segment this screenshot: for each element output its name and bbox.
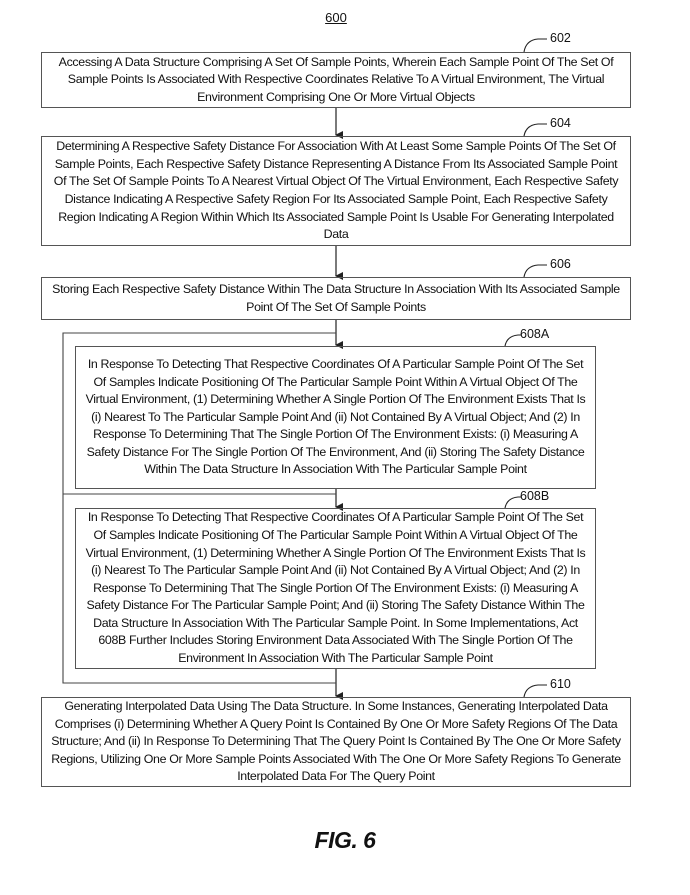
- step-box-602: [41, 52, 631, 108]
- ref-602: 602: [550, 31, 571, 45]
- step-text-608b: In Response To Detecting That Respective Coordinates Of A Particular Sample Point Of The Set Of Samples Indicate Positioning Of The Particular Sample Point Within A Virtual Object Of The Virtual Environment, (1) Determining Whether A Single Portion Of The Environment Exists That Is (i) Nearest To The Particular Sample Point And (ii) Not Contained By A Virtual Object; And (2) In Response To Determining That The Single Portion Of The Environment Exists: (i) Measuring A Safety Distance For The Particular Sample Point; And (ii) Storing The Safety Distance Within The Data Structure In Association With The Particular Sample Point. In Some Implementations, Act 608B Further Includes Storing Environment Data Associated With The Single Portion Of The Environment In Association With The Particular Sample Point: [85, 510, 586, 666]
- leader-608a: [505, 335, 521, 346]
- step-box-606: [41, 277, 631, 320]
- ref-604: 604: [550, 116, 571, 130]
- step-box-604: [41, 136, 631, 246]
- ref-608a: 608A: [520, 327, 550, 341]
- step-box-608b: [75, 508, 596, 669]
- ref-610: 610: [550, 677, 571, 691]
- leader-608b: [505, 497, 521, 508]
- step-text-602: Accessing A Data Structure Comprising A Set Of Sample Points, Wherein Each Sample Point Of The Set Of Sample Points Is Associated With Respective Coordinates Relative To A Virtual Environment, The Virtual Environment Comprising One Or More Virtual Objects: [58, 54, 614, 104]
- figure-caption: FIG. 6: [314, 827, 376, 853]
- step-text-608a: In Response To Detecting That Respective Coordinates Of A Particular Sample Point Of The Set Of Samples Indicate Positioning Of The Particular Sample Point Within A Virtual Object Of The Virtual Environment, (1) Determining Whether A Single Portion Of The Environment Exists That Is (i) Nearest To The Particular Sample Point And (ii) Not Contained By A Virtual Object; And (2) In Response To Determining That The Single Portion Of The Environment Exists: (i) Measuring A Safety Distance For The Single Portion Of The Environment, And (ii) Storing The Safety Distance Within The Data Structure In Association With The Particular Sample Point: [85, 356, 586, 477]
- ref-608b: 608B: [520, 489, 550, 503]
- step-text-610: Generating Interpolated Data Using The Data Structure. In Some Instances, Generating Interpolated Data Comprises (i) Determining Whether A Query Point Is Contained By One Or More Safety Regions Of The Data Structure; And (ii) In Response To Determining That The Query Point Is Contained By The One Or More Safety Regions, Utilizing One Or More Sample Points Associated With The One Or More Safety Regions To Generate Interpolated Data For The Query Point: [51, 699, 621, 784]
- leader-606: [524, 265, 547, 277]
- step-box-610: [41, 697, 631, 787]
- leader-604: [524, 124, 547, 136]
- ref-606: 606: [550, 257, 571, 271]
- step-box-608a: [75, 346, 596, 489]
- leader-602: [524, 39, 547, 52]
- figure-number: 600: [325, 10, 347, 25]
- step-text-606: Storing Each Respective Safety Distance Within The Data Structure In Association With Its Associated Sample Point Of The Set Of Sample Points: [52, 281, 620, 314]
- step-text-604: Determining A Respective Safety Distance For Association With At Least Some Sample Points Of The Set Of Sample Points, Each Respective Safety Distance Representing A Distance From Its Associated Sample Point Of The Set Of Sample Points To A Nearest Virtual Object Of The Virtual Environment, Each Respective Safety Distance Indicating A Respective Safety Region For Its Associated Sample Point, Each Respective Safety Region Indicating A Region Within Which Its Associated Sample Point Is Usable For Generating Interpolated Data: [53, 139, 619, 242]
- leader-610: [524, 685, 547, 697]
